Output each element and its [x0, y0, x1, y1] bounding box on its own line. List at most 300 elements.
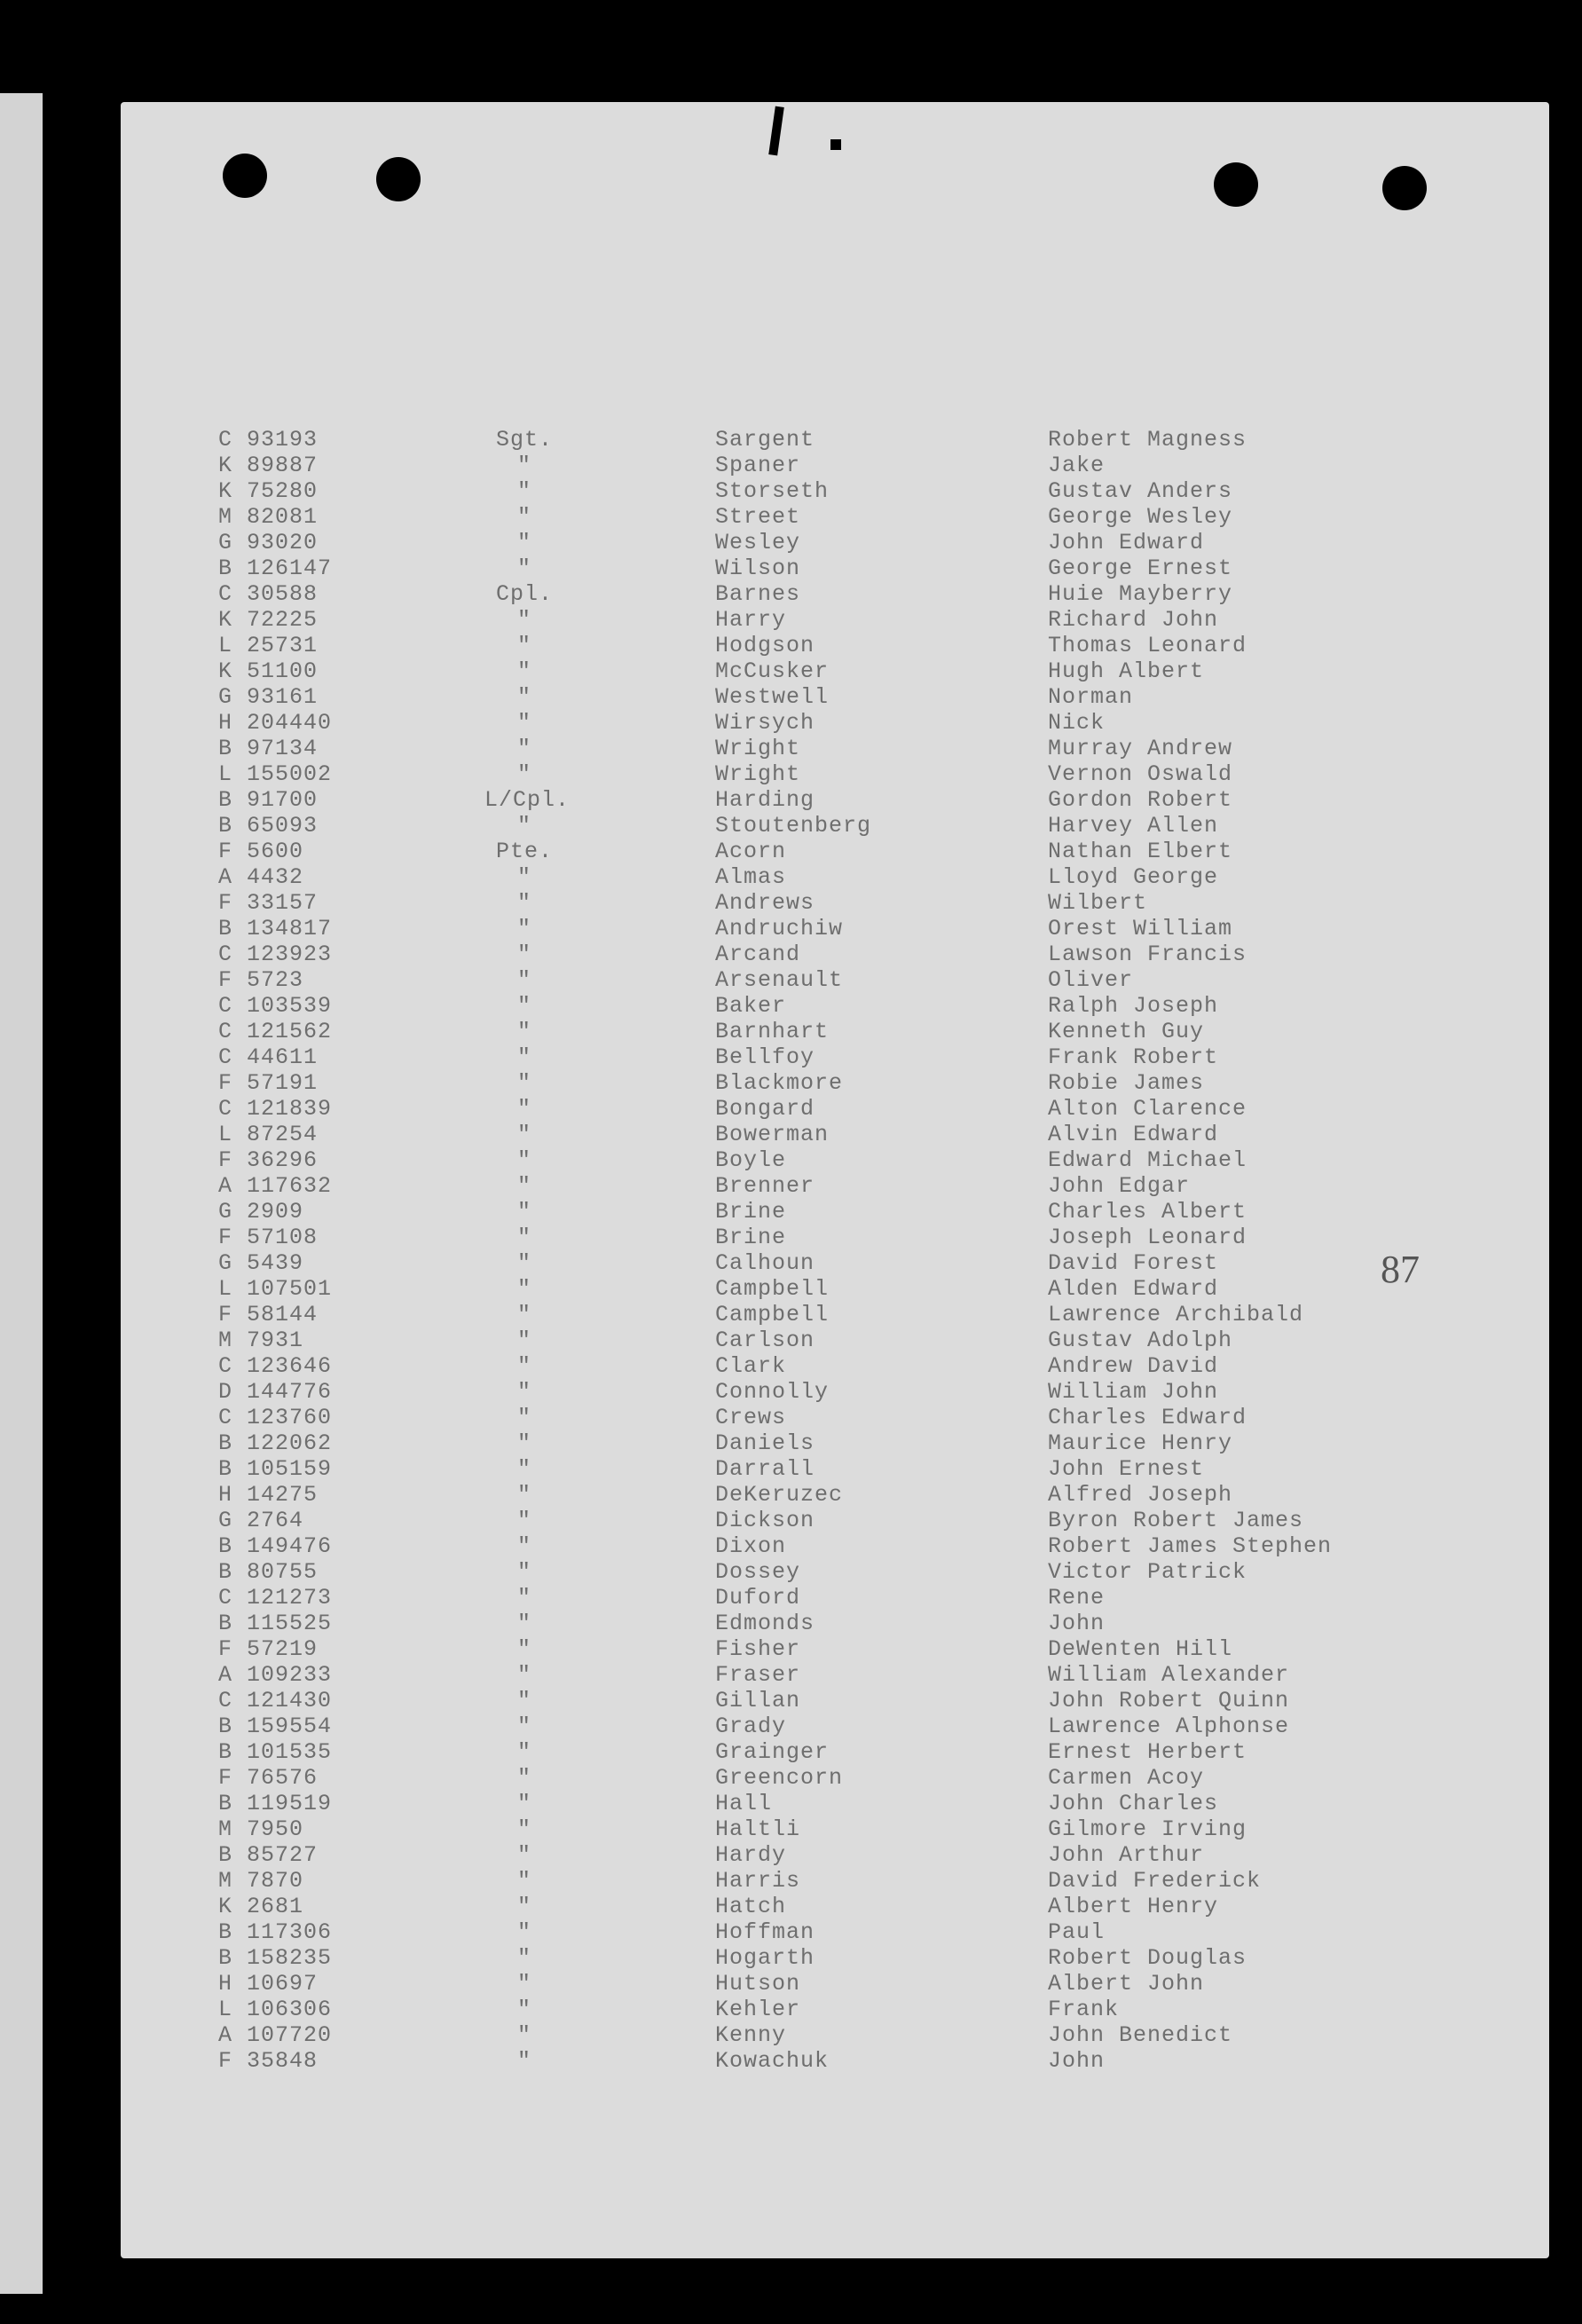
surname: McCusker — [715, 658, 830, 684]
service-number: A 109233 — [218, 1662, 333, 1688]
rank: " — [516, 1662, 531, 1688]
given-names: Frank — [1048, 1997, 1120, 2022]
surname: Brenner — [715, 1173, 815, 1199]
service-number: F 35848 — [218, 2048, 319, 2074]
roster-row — [218, 1225, 1531, 1250]
given-names: DeWenten Hill — [1048, 1636, 1233, 1662]
roster-row — [218, 1302, 1531, 1327]
roster-row — [218, 1405, 1531, 1430]
rank: " — [516, 1044, 531, 1070]
service-number: M 7950 — [218, 1816, 304, 1842]
service-number: G 2909 — [218, 1199, 304, 1225]
service-number: L 107501 — [218, 1276, 333, 1302]
surname: Andrews — [715, 890, 815, 916]
rank: " — [516, 1611, 531, 1636]
surname: Bongard — [715, 1096, 815, 1122]
given-names: Paul — [1048, 1919, 1106, 1945]
surname: Greencorn — [715, 1765, 844, 1791]
surname: Edmonds — [715, 1611, 815, 1636]
surname: Harris — [715, 1868, 801, 1894]
given-names: Alvin Edward — [1048, 1122, 1219, 1147]
given-names: Alden Edward — [1048, 1276, 1219, 1302]
rank: " — [516, 1147, 531, 1173]
surname: Wright — [715, 761, 801, 787]
roster-row — [218, 710, 1531, 736]
service-number: C 121273 — [218, 1585, 333, 1611]
service-number: B 126147 — [218, 555, 333, 581]
rank: " — [516, 1405, 531, 1430]
given-names: Vernon Oswald — [1048, 761, 1233, 787]
service-number: B 134817 — [218, 916, 333, 941]
rank: " — [516, 1713, 531, 1739]
roster-row — [218, 1919, 1531, 1945]
surname: Hogarth — [715, 1945, 815, 1971]
surname: Hall — [715, 1791, 773, 1816]
surname: Wright — [715, 736, 801, 761]
rank: " — [516, 1327, 531, 1353]
given-names: Harvey Allen — [1048, 813, 1219, 839]
given-names: Gustav Anders — [1048, 478, 1233, 504]
rank: " — [516, 967, 531, 993]
roster-row — [218, 1327, 1531, 1353]
service-number: A 4432 — [218, 864, 304, 890]
roster-row — [218, 1713, 1531, 1739]
given-names: Orest William — [1048, 916, 1233, 941]
service-number: C 30588 — [218, 581, 319, 607]
roster-row — [218, 1791, 1531, 1816]
rank: " — [516, 1919, 531, 1945]
rank: " — [516, 633, 531, 658]
given-names: Kenneth Guy — [1048, 1019, 1205, 1044]
surname: Spaner — [715, 453, 801, 478]
surname: Dossey — [715, 1559, 801, 1585]
roster-row — [218, 890, 1531, 916]
rank: Pte. — [495, 839, 553, 864]
service-number: M 82081 — [218, 504, 319, 530]
given-names: Rene — [1048, 1585, 1106, 1611]
ink-blot — [768, 106, 784, 156]
surname: Harry — [715, 607, 787, 633]
service-number: A 107720 — [218, 2022, 333, 2048]
given-names: John — [1048, 2048, 1106, 2074]
rank: " — [516, 2048, 531, 2074]
punch-hole — [376, 157, 421, 201]
surname: Haltli — [715, 1816, 801, 1842]
surname: Grady — [715, 1713, 787, 1739]
surname: Bowerman — [715, 1122, 830, 1147]
surname: Connolly — [715, 1379, 830, 1405]
given-names: Oliver — [1048, 967, 1134, 993]
roster-row — [218, 1044, 1531, 1070]
service-number: C 123760 — [218, 1405, 333, 1430]
given-names: Robie James — [1048, 1070, 1205, 1096]
rank: " — [516, 1379, 531, 1405]
service-number: G 5439 — [218, 1250, 304, 1276]
roster-row — [218, 1482, 1531, 1508]
given-names: Ernest Herbert — [1048, 1739, 1247, 1765]
roster-row — [218, 555, 1531, 581]
given-names: Nathan Elbert — [1048, 839, 1233, 864]
surname: Crews — [715, 1405, 787, 1430]
roster-row — [218, 813, 1531, 839]
surname: Daniels — [715, 1430, 815, 1456]
surname: Bellfoy — [715, 1044, 815, 1070]
roster-row — [218, 1456, 1531, 1482]
given-names: Victor Patrick — [1048, 1559, 1247, 1585]
rank: " — [516, 993, 531, 1019]
roster-row — [218, 1559, 1531, 1585]
service-number: B 85727 — [218, 1842, 319, 1868]
service-number: B 159554 — [218, 1713, 333, 1739]
service-number: B 91700 — [218, 787, 319, 813]
service-number: K 2681 — [218, 1894, 304, 1919]
service-number: C 121839 — [218, 1096, 333, 1122]
surname: Calhoun — [715, 1250, 815, 1276]
service-number: H 14275 — [218, 1482, 319, 1508]
roster-row — [218, 1250, 1531, 1276]
rank: " — [516, 478, 531, 504]
surname: Almas — [715, 864, 787, 890]
service-number: B 158235 — [218, 1945, 333, 1971]
service-number: B 117306 — [218, 1919, 333, 1945]
given-names: Wilbert — [1048, 890, 1148, 916]
service-number: C 93193 — [218, 427, 319, 453]
rank: " — [516, 1945, 531, 1971]
given-names: John Robert Quinn — [1048, 1688, 1290, 1713]
surname: Kenny — [715, 2022, 787, 2048]
given-names: Murray Andrew — [1048, 736, 1233, 761]
roster-row — [218, 581, 1531, 607]
surname: Hodgson — [715, 633, 815, 658]
surname: Acorn — [715, 839, 787, 864]
rank: " — [516, 813, 531, 839]
service-number: K 51100 — [218, 658, 319, 684]
roster-row — [218, 1508, 1531, 1533]
service-number: F 5723 — [218, 967, 304, 993]
given-names: Robert Magness — [1048, 427, 1247, 453]
given-names: Jake — [1048, 453, 1106, 478]
service-number: B 119519 — [218, 1791, 333, 1816]
given-names: Alfred Joseph — [1048, 1482, 1233, 1508]
rank: " — [516, 1019, 531, 1044]
given-names: Maurice Henry — [1048, 1430, 1233, 1456]
roster-row — [218, 530, 1531, 555]
given-names: John — [1048, 1611, 1106, 1636]
service-number: B 105159 — [218, 1456, 333, 1482]
punch-hole — [1382, 166, 1427, 210]
rank: " — [516, 1276, 531, 1302]
roster-row — [218, 1662, 1531, 1688]
surname: Hardy — [715, 1842, 787, 1868]
service-number: G 93020 — [218, 530, 319, 555]
rank: " — [516, 1739, 531, 1765]
given-names: Gustav Adolph — [1048, 1327, 1233, 1353]
surname: Brine — [715, 1225, 787, 1250]
punch-hole — [1214, 162, 1258, 207]
roster-row — [218, 761, 1531, 787]
given-names: Joseph Leonard — [1048, 1225, 1247, 1250]
surname: Barnhart — [715, 1019, 830, 1044]
given-names: John Charles — [1048, 1791, 1219, 1816]
given-names: Huie Mayberry — [1048, 581, 1233, 607]
surname: Sargent — [715, 427, 815, 453]
given-names: Norman — [1048, 684, 1134, 710]
surname: Duford — [715, 1585, 801, 1611]
roster-row — [218, 453, 1531, 478]
surname: Grainger — [715, 1739, 830, 1765]
service-number: G 93161 — [218, 684, 319, 710]
surname: Hatch — [715, 1894, 787, 1919]
roster-row — [218, 1533, 1531, 1559]
roster-row — [218, 1276, 1531, 1302]
roster-row — [218, 1765, 1531, 1791]
given-names: Robert James Stephen — [1048, 1533, 1333, 1559]
surname: Kowachuk — [715, 2048, 830, 2074]
page-number: 87 — [1381, 1248, 1420, 1291]
rank: " — [516, 710, 531, 736]
roster-row — [218, 1868, 1531, 1894]
service-number: F 58144 — [218, 1302, 319, 1327]
rank: " — [516, 941, 531, 967]
roster-row — [218, 2048, 1531, 2074]
service-number: H 10697 — [218, 1971, 319, 1997]
surname: Clark — [715, 1353, 787, 1379]
roster-row — [218, 607, 1531, 633]
service-number: K 75280 — [218, 478, 319, 504]
service-number: M 7870 — [218, 1868, 304, 1894]
roster-row — [218, 736, 1531, 761]
given-names: John Benedict — [1048, 2022, 1233, 2048]
rank: " — [516, 916, 531, 941]
rank: " — [516, 1688, 531, 1713]
roster-row — [218, 1585, 1531, 1611]
given-names: Thomas Leonard — [1048, 633, 1247, 658]
rank: " — [516, 1096, 531, 1122]
rank: " — [516, 1173, 531, 1199]
surname: Gillan — [715, 1688, 801, 1713]
given-names: Frank Robert — [1048, 1044, 1219, 1070]
given-names: Lawrence Alphonse — [1048, 1713, 1290, 1739]
rank: " — [516, 607, 531, 633]
surname: Fisher — [715, 1636, 801, 1662]
surname: Andruchiw — [715, 916, 844, 941]
roster-row — [218, 504, 1531, 530]
given-names: William Alexander — [1048, 1662, 1290, 1688]
service-number: C 123923 — [218, 941, 333, 967]
given-names: George Wesley — [1048, 504, 1233, 530]
service-number: H 204440 — [218, 710, 333, 736]
service-number: L 155002 — [218, 761, 333, 787]
rank: " — [516, 1765, 531, 1791]
given-names: John Edward — [1048, 530, 1205, 555]
service-number: C 103539 — [218, 993, 333, 1019]
service-number: B 101535 — [218, 1739, 333, 1765]
surname: Dixon — [715, 1533, 787, 1559]
rank: " — [516, 1482, 531, 1508]
given-names: John Ernest — [1048, 1456, 1205, 1482]
rank: " — [516, 453, 531, 478]
given-names: John Arthur — [1048, 1842, 1205, 1868]
given-names: Gordon Robert — [1048, 787, 1233, 813]
surname: Stoutenberg — [715, 813, 872, 839]
roster-row — [218, 633, 1531, 658]
surname: Wirsych — [715, 710, 815, 736]
roster-row — [218, 787, 1531, 813]
roster-row — [218, 967, 1531, 993]
surname: Fraser — [715, 1662, 801, 1688]
rank: " — [516, 658, 531, 684]
rank: " — [516, 1533, 531, 1559]
roster-row — [218, 1688, 1531, 1713]
given-names: John Edgar — [1048, 1173, 1191, 1199]
rank: " — [516, 890, 531, 916]
service-number: M 7931 — [218, 1327, 304, 1353]
service-number: B 115525 — [218, 1611, 333, 1636]
given-names: Charles Edward — [1048, 1405, 1247, 1430]
given-names: Robert Douglas — [1048, 1945, 1247, 1971]
rank: Sgt. — [495, 427, 553, 453]
roster-row — [218, 1353, 1531, 1379]
service-number: F 36296 — [218, 1147, 319, 1173]
surname: Wilson — [715, 555, 801, 581]
surname: Arsenault — [715, 967, 844, 993]
given-names: Lawrence Archibald — [1048, 1302, 1304, 1327]
rank: " — [516, 1791, 531, 1816]
roster-row — [218, 1430, 1531, 1456]
roster-row — [218, 1379, 1531, 1405]
given-names: Carmen Acoy — [1048, 1765, 1205, 1791]
surname: Arcand — [715, 941, 801, 967]
service-number: L 25731 — [218, 633, 319, 658]
rank: " — [516, 2022, 531, 2048]
rank: " — [516, 1456, 531, 1482]
roster-row — [218, 1945, 1531, 1971]
rank: " — [516, 1070, 531, 1096]
surname: Dickson — [715, 1508, 815, 1533]
surname: Darrall — [715, 1456, 815, 1482]
rank: " — [516, 1430, 531, 1456]
rank: " — [516, 1122, 531, 1147]
given-names: Andrew David — [1048, 1353, 1219, 1379]
roster-row — [218, 658, 1531, 684]
ink-blot — [830, 139, 841, 150]
rank: " — [516, 1894, 531, 1919]
roster-row — [218, 1636, 1531, 1662]
rank: " — [516, 1636, 531, 1662]
given-names: Albert John — [1048, 1971, 1205, 1997]
punch-hole — [223, 154, 267, 198]
service-number: L 106306 — [218, 1997, 333, 2022]
surname: Street — [715, 504, 801, 530]
surname: Campbell — [715, 1276, 830, 1302]
rank: " — [516, 1353, 531, 1379]
given-names: Gilmore Irving — [1048, 1816, 1247, 1842]
roster-row — [218, 1894, 1531, 1919]
roster-row — [218, 1199, 1531, 1225]
rank: " — [516, 1302, 531, 1327]
roster-row — [218, 1070, 1531, 1096]
rank: " — [516, 1816, 531, 1842]
service-number: G 2764 — [218, 1508, 304, 1533]
surname: Baker — [715, 993, 787, 1019]
surname: Storseth — [715, 478, 830, 504]
roster-row — [218, 916, 1531, 941]
rank: " — [516, 1559, 531, 1585]
rank: L/Cpl. — [484, 787, 571, 813]
rank: " — [516, 1971, 531, 1997]
service-number: F 57191 — [218, 1070, 319, 1096]
surname: Campbell — [715, 1302, 830, 1327]
roster-row — [218, 1816, 1531, 1842]
roster-row — [218, 864, 1531, 890]
given-names: Albert Henry — [1048, 1894, 1219, 1919]
roster-row — [218, 684, 1531, 710]
service-number: B 122062 — [218, 1430, 333, 1456]
rank: " — [516, 1585, 531, 1611]
adjacent-page-edge — [0, 93, 43, 2294]
given-names: Edward Michael — [1048, 1147, 1247, 1173]
service-number: B 80755 — [218, 1559, 319, 1585]
given-names: Lawson Francis — [1048, 941, 1247, 967]
rank: " — [516, 864, 531, 890]
rank: " — [516, 684, 531, 710]
service-number: F 57108 — [218, 1225, 319, 1250]
service-number: F 76576 — [218, 1765, 319, 1791]
surname: Barnes — [715, 581, 801, 607]
rank: " — [516, 1199, 531, 1225]
given-names: Charles Albert — [1048, 1199, 1247, 1225]
rank: " — [516, 1250, 531, 1276]
service-number: F 57219 — [218, 1636, 319, 1662]
roster-row — [218, 941, 1531, 967]
surname: DeKeruzec — [715, 1482, 844, 1508]
surname: Blackmore — [715, 1070, 844, 1096]
given-names: David Forest — [1048, 1250, 1219, 1276]
personnel-roster — [218, 427, 1531, 2074]
roster-row — [218, 478, 1531, 504]
given-names: Ralph Joseph — [1048, 993, 1219, 1019]
roster-row — [218, 1997, 1531, 2022]
surname: Wesley — [715, 530, 801, 555]
service-number: D 144776 — [218, 1379, 333, 1405]
given-names: Nick — [1048, 710, 1106, 736]
roster-row — [218, 993, 1531, 1019]
roster-row — [218, 1611, 1531, 1636]
roster-row — [218, 1971, 1531, 1997]
given-names: Lloyd George — [1048, 864, 1219, 890]
rank: " — [516, 555, 531, 581]
surname: Westwell — [715, 684, 830, 710]
surname: Brine — [715, 1199, 787, 1225]
roster-row — [218, 1842, 1531, 1868]
given-names: Hugh Albert — [1048, 658, 1205, 684]
service-number: C 121562 — [218, 1019, 333, 1044]
document-page — [121, 102, 1549, 2258]
service-number: L 87254 — [218, 1122, 319, 1147]
surname: Carlson — [715, 1327, 815, 1353]
service-number: C 123646 — [218, 1353, 333, 1379]
given-names: Byron Robert James — [1048, 1508, 1304, 1533]
service-number: C 121430 — [218, 1688, 333, 1713]
service-number: C 44611 — [218, 1044, 319, 1070]
rank: " — [516, 530, 531, 555]
service-number: F 5600 — [218, 839, 304, 864]
rank: " — [516, 1868, 531, 1894]
given-names: David Frederick — [1048, 1868, 1262, 1894]
given-names: George Ernest — [1048, 555, 1233, 581]
surname: Boyle — [715, 1147, 787, 1173]
roster-row — [218, 427, 1531, 453]
